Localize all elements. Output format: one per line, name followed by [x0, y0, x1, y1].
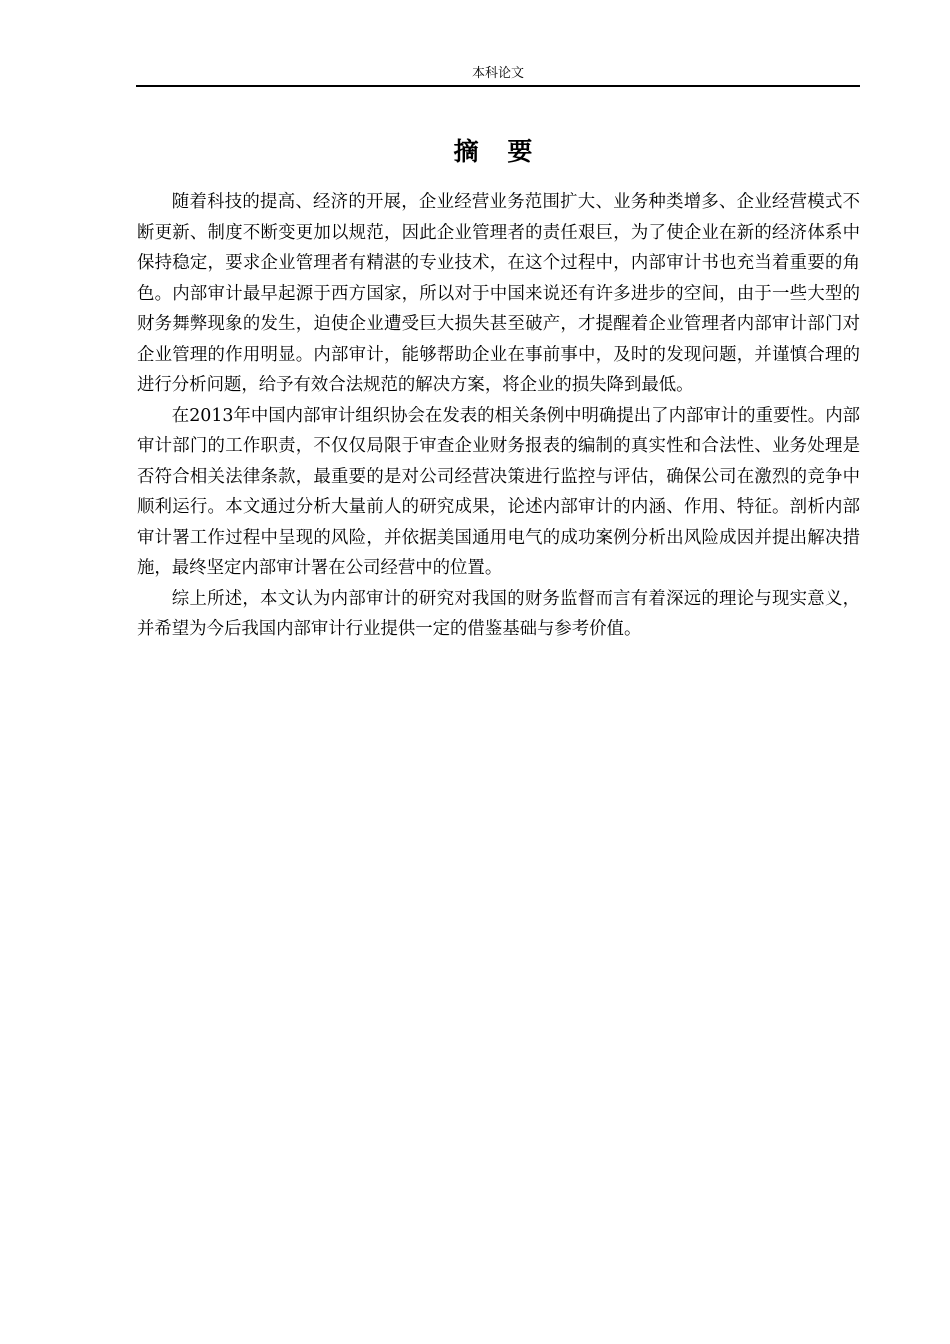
running-header: 本科论文	[471, 66, 524, 81]
abstract-body	[137, 187, 860, 645]
abstract-paragraph-2: 在2013年中国内部审计组织协会在发表的相关条例中明确提出了内部审计的重要性。内部审计部门的工作职责，不仅仅局限于审查企业财务报表的编制的真实性和合法性、业务处理是否符合相关法律条款，最重要的是对公司经营决策进行监控与评估，确保公司在激烈的竞争中顺利运行。本文通过分析大量前人的研究成果，论述内部审计的内涵、作用、特征。剖析内部审计署工作过程中呈现的风险，并依据美国通用电气的成功案例分析出风险成因并提出解决措施，最终坚定内部审计署在公司经营中的位置。	[137, 405, 860, 578]
abstract-paragraph-3: 综上所述，本文认为内部审计的研究对我国的财务监督而言有着深远的理论与现实意义，并希望为今后我国内部审计行业提供一定的借鉴基础与参考价值。	[137, 588, 860, 639]
abstract-title: 摘 要	[453, 137, 543, 166]
header-rule	[136, 85, 860, 87]
abstract-paragraph-1: 随着科技的提高、经济的开展，企业经营业务范围扩大、业务种类增多、企业经营模式不断更新、制度不断变更加以规范，因此企业管理者的责任艰巨，为了使企业在新的经济体系中保持稳定，要求企业管理者有精湛的专业技术，在这个过程中，内部审计书也充当着重要的角色。内部审计最早起源于西方国家，所以对于中国来说还有许多进步的空间，由于一些大型的财务舞弊现象的发生，迫使企业遭受巨大损失甚至破产，才提醒着企业管理者内部审计部门对企业管理的作用明显。内部审计，能够帮助企业在事前事中，及时的发现问题，并谨慎合理的进行分析问题，给予有效合法规范的解决方案，将企业的损失降到最低。	[137, 192, 860, 395]
